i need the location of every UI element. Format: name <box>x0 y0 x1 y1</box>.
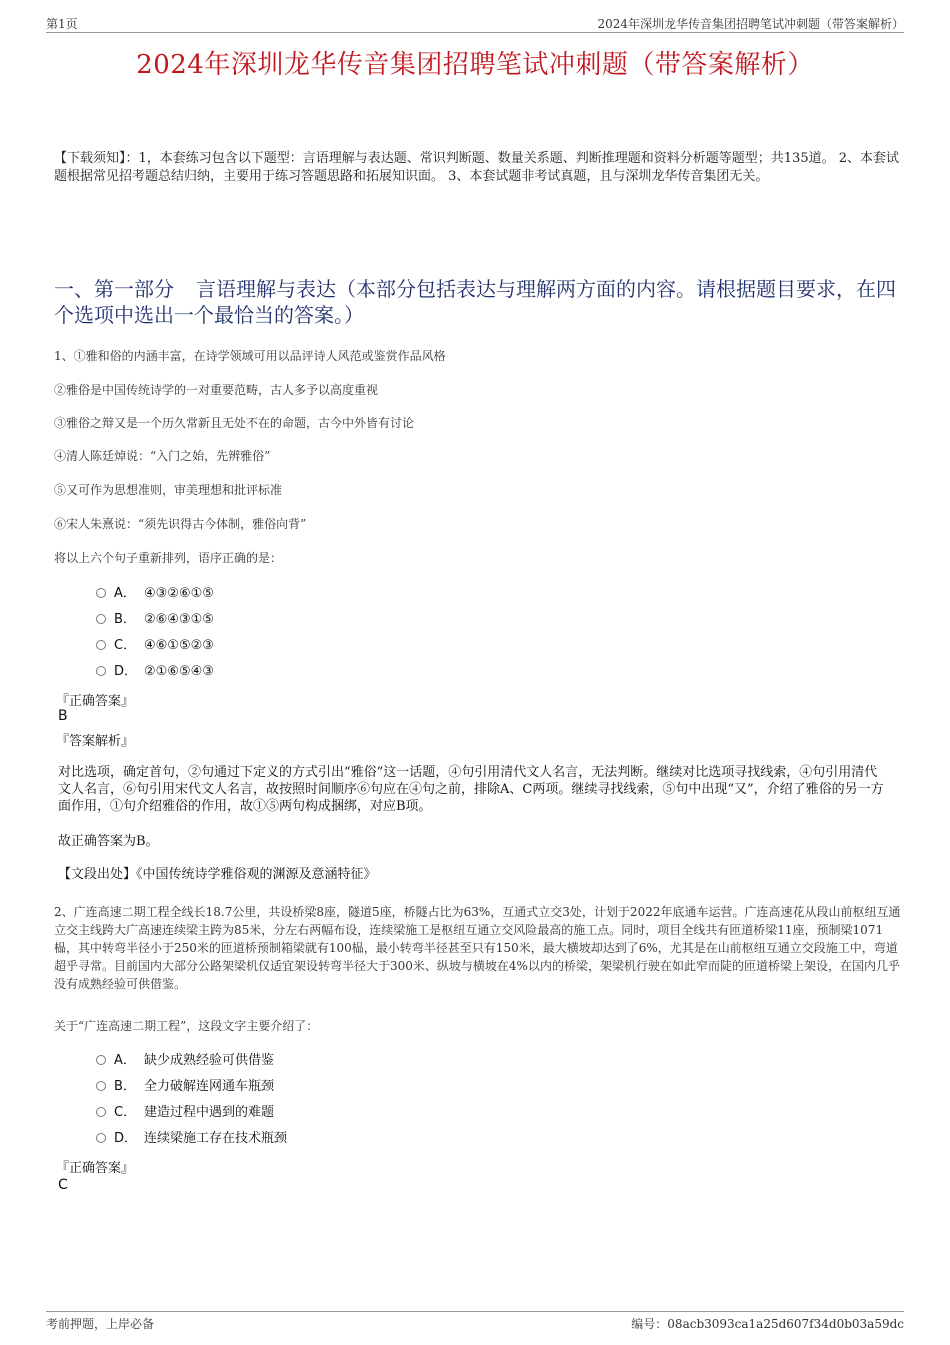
q1-option-a[interactable]: A． ④③②⑥①⑤ <box>96 585 214 603</box>
radio-icon[interactable] <box>96 640 106 650</box>
q2-stem: 2、广连高速二期工程全线长18.7公里，共设桥梁8座，隧道5座，桥隧占比为63%，互通式立交3处，计划于2022年底通车运营。广连高速花从段山前枢纽互通立交主线跨大广高速连续梁主跨为85米，分左右两幅布设，连续梁施工是枢纽互通立交风险最高的施工点。同时，项目全线共有匝道桥梁11座，预制梁1071榀，其中转弯半径小于250米的匝道桥预制箱梁就有100榀，最小转弯半径甚至只有150米，最大横坡却达到了6%，尤其是在山前枢纽互通立交段施工中，弯道超乎寻常。目前国内大部分公路架梁机仅适宜架设转弯半径大于300米、纵坡与横坡在4%以内的桥梁，架梁机行驶在如此窄而陡的匝道桥梁上架设，在国内几乎没有成熟经验可供借鉴。 <box>54 905 901 991</box>
q2-option-c[interactable]: C． 建造过程中遇到的难题 <box>96 1104 274 1122</box>
q1-line-4: ④清人陈廷焯说：“入门之始，先辨雅俗” <box>54 449 271 463</box>
q1-analysis-label: 『答案解析』 <box>56 734 135 749</box>
q1-prompt: 将以上六个句子重新排列，语序正确的是： <box>54 551 283 565</box>
q1-answer-label: 『正确答案』 <box>56 694 135 709</box>
radio-icon[interactable] <box>96 1055 106 1065</box>
section-title: 言语理解与表达（本部分包括表达与理解两方面的内容。请根据题目要求，在四个选项中选出一个最恰当的答案。） <box>54 277 896 327</box>
q1-line-2: ②雅俗是中国传统诗学的一对重要范畴，古人多予以高度重视 <box>54 383 379 397</box>
radio-icon[interactable] <box>96 666 106 676</box>
q1-option-b[interactable]: B． ②⑥④③①⑤ <box>96 611 214 629</box>
q2-option-b[interactable]: B． 全力破解连网通车瓶颈 <box>96 1078 274 1096</box>
q1-line-1: 1、①雅和俗的内涵丰富，在诗学领域可用以品评诗人风范或鉴赏作品风格 <box>54 349 446 363</box>
document-title: 2024年深圳龙华传音集团招聘笔试冲刺题（带答案解析） <box>136 50 814 80</box>
page-header <box>46 14 904 33</box>
q1-analysis: 对比选项，确定首句，②句通过下定义的方式引出“雅俗”这一话题，④句引用清代文人名言，无法判断。继续对比选项寻找线索，④句引用清代文人名言，⑥句引用宋代文人名言，故按照时间顺序⑥句应在④句之前，排除A、C两项。继续寻找线索，⑤句中出现“又”，介绍了雅俗的另一方面作用，①句介绍雅俗的作用，故①⑤两句构成捆绑，对应B项。 <box>58 765 884 814</box>
q2-option-d[interactable]: D． 连续梁施工存在技术瓶颈 <box>96 1130 287 1148</box>
q1-line-5: ⑤又可作为思想准则，审美理想和批评标准 <box>54 483 283 497</box>
radio-icon[interactable] <box>96 588 106 598</box>
q1-conclusion: 故正确答案为B。 <box>58 834 159 849</box>
q1-line-6: ⑥宋人朱熹说：“须先识得古今体制，雅俗向背” <box>54 517 307 531</box>
download-notice: 【下载须知】：1，本套练习包含以下题型：言语理解与表达题、常识判断题、数量关系题、判断推理题和资料分析题等题型；共135道。 2、本套试题根据常见招考题总结归纳，主要用于练习答题思路和拓展知识面。 3、本套试题非考试真题，且与深圳龙华传音集团无关。 <box>54 151 899 184</box>
footer-slogan: 考前押题，上岸必备 <box>46 1317 155 1331</box>
q2-answer: C <box>58 1177 68 1193</box>
q1-option-c[interactable]: C． ④⑥①⑤②③ <box>96 637 214 655</box>
q1-source: 【文段出处】《中国传统诗学雅俗观的渊源及意涵特征》 <box>58 867 377 882</box>
q1-line-3: ③雅俗之辩又是一个历久常新且无处不在的命题，古今中外皆有讨论 <box>54 416 415 430</box>
section-heading <box>54 276 900 328</box>
q2-option-a[interactable]: A． 缺少成熟经验可供借鉴 <box>96 1052 274 1070</box>
radio-icon[interactable] <box>96 1107 106 1117</box>
q2-question: 关于“广连高速二期工程”，这段文字主要介绍了： <box>54 1019 319 1033</box>
page-footer <box>46 1311 904 1331</box>
radio-icon[interactable] <box>96 614 106 624</box>
radio-icon[interactable] <box>96 1081 106 1091</box>
radio-icon[interactable] <box>96 1133 106 1143</box>
q1-answer: B <box>58 708 68 724</box>
page-number: 第1页 <box>46 17 78 31</box>
q1-option-d[interactable]: D． ②①⑥⑤④③ <box>96 663 214 681</box>
q2-answer-label: 『正确答案』 <box>56 1161 135 1176</box>
header-doc-title: 2024年深圳龙华传音集团招聘笔试冲刺题（带答案解析） <box>597 17 904 31</box>
footer-serial: 编号：08acb3093ca1a25d607f34d0b03a59dc <box>631 1317 904 1331</box>
section-part: 一、第一部分 <box>54 277 174 301</box>
